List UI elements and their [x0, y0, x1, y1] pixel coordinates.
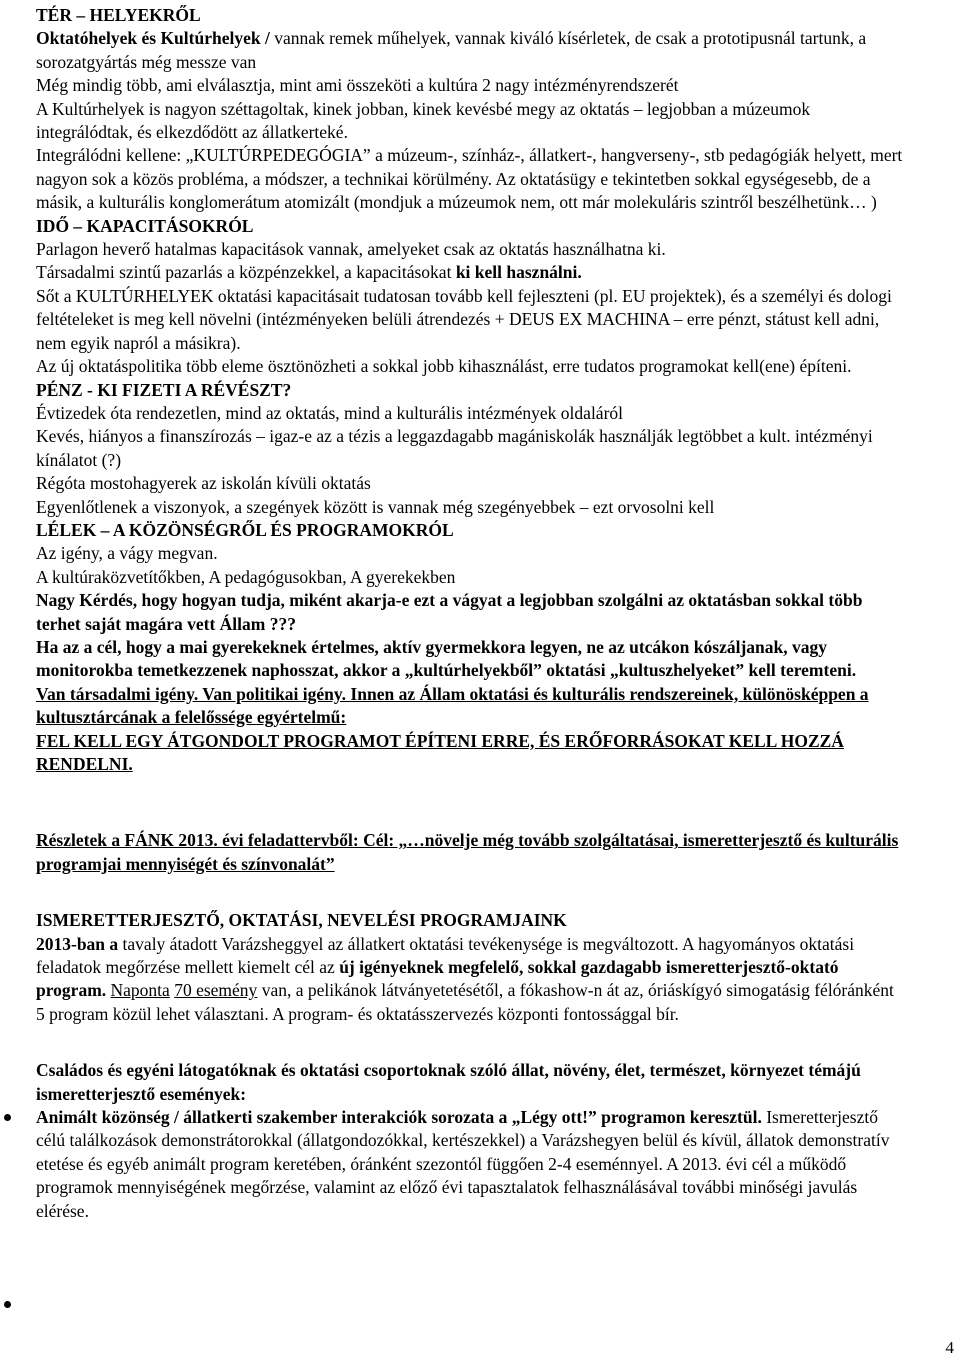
spacer [36, 1026, 906, 1059]
conclusion-caps: FEL KELL EGY ÁTGONDOLT PROGRAMOT ÉPÍTENI ERRE, ÉS ERŐFORRÁSOKAT KELL HOZZÁ RENDELNI. [36, 730, 844, 774]
bold-phrase: Oktatóhelyek és Kultúrhelyek / [36, 28, 270, 49]
paragraph: Kevés, hiányos a finanszírozás – igaz-e az a tézis a leggazdagabb magániskolák használják legtöbbet a kult. intézményi kínálatot (?) [36, 426, 873, 470]
page-content [36, 4, 906, 1223]
spacer [36, 876, 906, 909]
bold-phrase: Animált közönség / állatkerti szakember interakciók sorozata a „Légy ott!” programon keresztül. [36, 1107, 762, 1128]
text: Társadalmi szintű pazarlás a közpénzekkel, a kapacitásokat [36, 262, 456, 283]
paragraph-bold: Ha az a cél, hogy a mai gyerekeknek értelmes, aktív gyermekkora legyen, ne az utcákon kószáljanak, vagy monitorokba temetkezzenek naphosszat, akkor a „kultúrhelyekből” oktatási „kultuszhelyeket” kell teremteni. [36, 636, 857, 681]
bullet-icon [4, 1301, 11, 1308]
paragraph: Évtizedek óta rendezetlen, mind az oktatás, mind a kulturális intézmények oldaláról [36, 402, 624, 423]
section-heading-ido: IDŐ – KAPACITÁSOKRÓL [36, 215, 254, 236]
list-item [36, 1106, 906, 1223]
programs-paragraph [36, 933, 906, 1027]
paragraph: Integrálódni kellene: „KULTÚRPEDEGÓGIA” a múzeum-, színház-, állatkert-, hangverseny-, stb pedagógiák helyett, mert nagyon sok a közös probléma, a módszer, a technikai körülmény. Az oktatásügy e tekintetben sokkal egységesebb, de a másik, a kulturális konglomerátum atomizált (mondjuk a múzeumok nem, ott már molekuláris szintről beszélhetünk… ) [36, 145, 903, 213]
bold-phrase: 2013-ban a [36, 933, 119, 954]
paragraph [36, 261, 906, 284]
section-heading-ter: TÉR – HELYEKRŐL [36, 5, 201, 25]
spacer [36, 776, 906, 809]
paragraph-bold-underlined: Van társadalmi igény. Van politikai igény. Innen az Állam oktatási és kulturális rendszereinek, különösképpen a kultusztárcának a felelőssége egyértelmű: [36, 683, 869, 728]
page-number: 4 [945, 1338, 954, 1357]
text: Ismeretterjesztő célú találkozások demonstrátorokkal (állatgondozókkal, kertészekkel) a Varázshegyen belül és kívül, állatok demonstratív etetése és egyéb animált program keretében, óránként szezontól függően 2-4 eseménnyel. A 2013. évi cél a működő programok mennyiségének megőrzése, valamint az előző évi tapasztalatok felhasználásával további minőségi javulás elérése. [36, 1107, 890, 1221]
text: vannak remek műhelyek, vannak kiváló kísérletek, de csak a prototipusnál tartunk, a sorozatgyártás még messze van [36, 28, 867, 72]
section-heading-penz: PÉNZ - KI FIZETI A RÉVÉSZT? [36, 379, 292, 400]
underlined-phrase: Naponta [110, 980, 170, 1001]
paragraph: Az igény, a vágy megvan. [36, 543, 218, 564]
paragraph [36, 27, 906, 74]
underlined-phrase: 70 esemény [174, 980, 258, 1001]
text: van, a pelikánok látványetetésétől, a fókashow-n át az, óriáskígyó simogatásig félóránként 5 program közül lehet választani. A program- és oktatásszervezés központi fontossággal bír. [36, 980, 894, 1024]
bullet-icon [4, 1114, 11, 1121]
bold-phrase: új igényeknek megfelelő, sokkal gazdagabb ismeretterjesztő-oktató program. [36, 957, 839, 1001]
paragraph-bold: Nagy Kérdés, hogy hogyan tudja, miként akarja-e ezt a vágyat a legjobban szolgálni az oktatásban sokkal több terhet saját magára vett Állam ??? [36, 590, 863, 634]
bold-phrase: ki kell használni. [455, 262, 582, 283]
section-heading-lelek: LÉLEK – A KÖZÖNSÉGRŐL ÉS PROGRAMOKRÓL [36, 519, 454, 540]
excerpt-title: Részletek a FÁNK 2013. évi feladattervből: Cél: „…növelje még tovább szolgáltatásai, ismeretterjesztő és kulturális programjai mennyiségét és színvonalát” [36, 830, 899, 874]
text: tavaly átadott Varázsheggyel az állatkert oktatási tevékenysége is megváltozott. A hagyományos oktatási feladatok megőrzése mellett kiemelt cél az [36, 933, 855, 978]
paragraph: Parlagon heverő hatalmas kapacitások vannak, amelyeket csak az oktatás használhatna ki. [36, 239, 666, 260]
paragraph: Régóta mostohagyerek az iskolán kívüli oktatás [36, 473, 371, 494]
paragraph: Még mindig több, ami elválasztja, mint ami összeköti a kultúra 2 nagy intézményrendszerét [36, 75, 679, 96]
spacer [36, 809, 906, 829]
list-item-text [36, 1106, 906, 1223]
paragraph: A Kultúrhelyek is nagyon széttagoltak, kinek jobban, kinek kevésbé megy az oktatás – legjobban a múzeumok integrálódtak, és elkezdődött az állatkerteké. [36, 98, 811, 143]
paragraph: A kultúraközvetítőkben, A pedagógusokban, A gyerekekben [36, 566, 456, 587]
paragraph: Sőt a KULTÚRHELYEK oktatási kapacitásait tudatosan tovább kell fejleszteni (pl. EU projektek), és a személyi és dologi feltételeket is meg kell növelni (intézményeken belüli átrendezés + DEUS EX MACHINA – erre pénzt, státust kell adni, nem egyik napról a másikra). [36, 285, 892, 353]
families-heading: Családos és egyéni látogatóknak és oktatási csoportoknak szóló állat, növény, élet, természet, környezet témájú ismeretterjesztő események: [36, 1060, 861, 1104]
paragraph: Az új oktatáspolitika több eleme ösztönözheti a sokkal jobb kihasználást, erre tudatos programokat kell(ene) építeni. [36, 356, 852, 377]
programs-heading: ISMERETTERJESZTŐ, OKTATÁSI, NEVELÉSI PROGRAMJAINK [36, 910, 567, 931]
paragraph: Egyenlőtlenek a viszonyok, a szegények között is vannak még szegényebbek – ezt orvosolni kell [36, 496, 715, 517]
